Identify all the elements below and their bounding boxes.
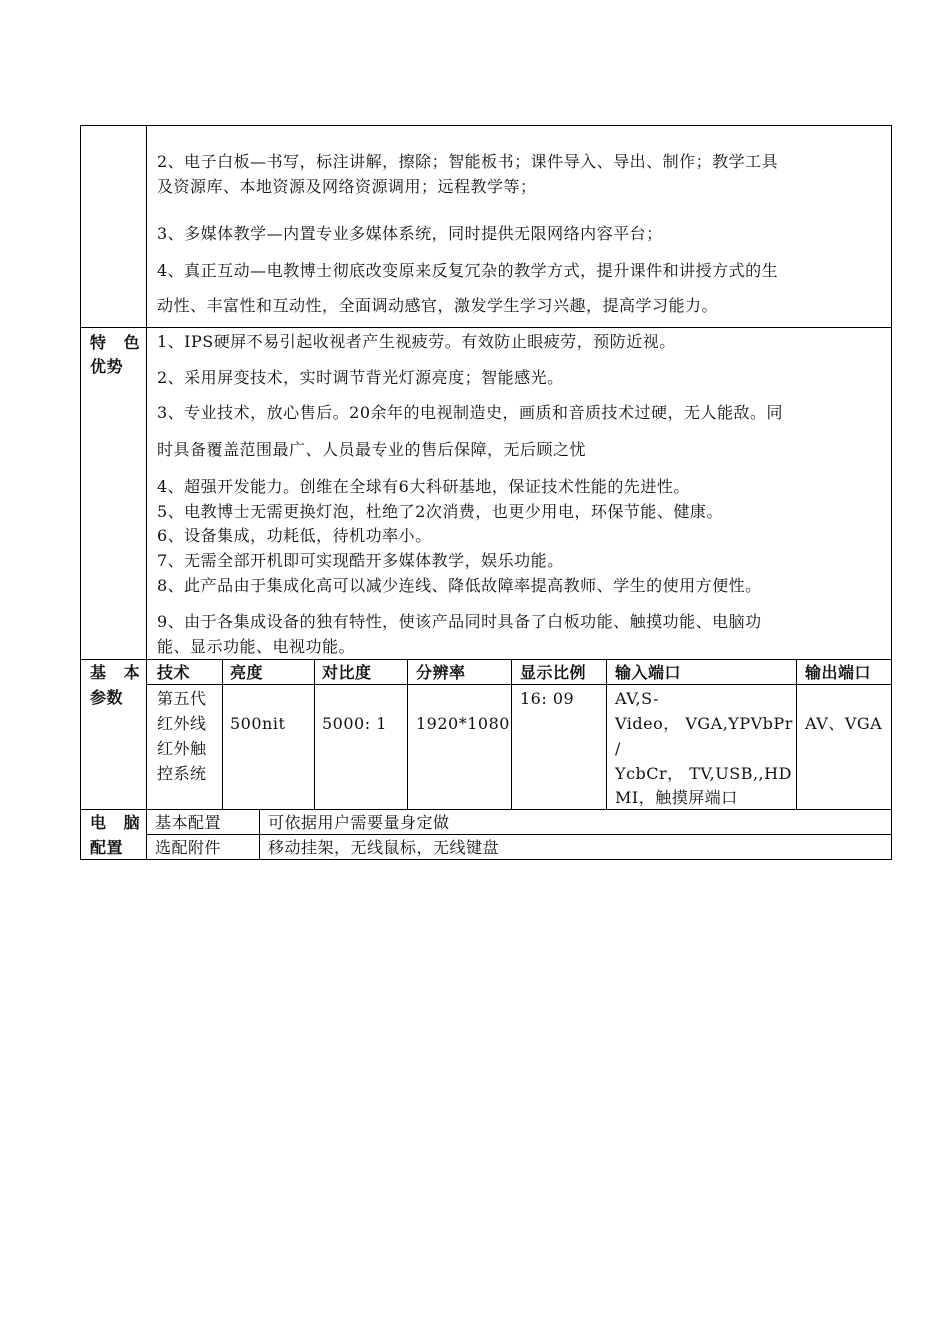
contrast-value: 5000: 1 bbox=[322, 714, 387, 733]
label-column-divider bbox=[146, 125, 147, 860]
params-header: 亮度 bbox=[230, 663, 264, 682]
params-col-divider bbox=[606, 659, 607, 809]
feature-item: 1、IPS硬屏不易引起收视者产生视疲劳。有效防止眼疲劳，预防近视。 bbox=[157, 332, 676, 351]
input-ports-value: MI，触摸屏端口 bbox=[615, 788, 738, 807]
computer-config-key: 选配附件 bbox=[155, 838, 222, 857]
function-item: 动性、丰富性和互动性，全面调动感官，激发学生学习兴趣，提高学习能力。 bbox=[157, 296, 719, 315]
computer-label: 电 脑 bbox=[90, 813, 146, 832]
ratio-value: 16: 09 bbox=[520, 689, 575, 708]
computer-col-divider bbox=[259, 809, 260, 860]
tech-value: 控系统 bbox=[157, 764, 207, 783]
feature-item: 8、此产品由于集成化高可以减少连线、降低故障率提高教师、学生的使用方便性。 bbox=[157, 576, 762, 595]
feature-item: 4、超强开发能力。创维在全球有6大科研基地，保证技术性能的先进性。 bbox=[157, 477, 690, 496]
params-col-divider bbox=[511, 659, 512, 809]
params-header: 输出端口 bbox=[805, 663, 872, 682]
row-divider-features bbox=[80, 327, 892, 328]
computer-config-value: 可依据用户需要量身定做 bbox=[268, 813, 450, 832]
feature-item: 9、由于各集成设备的独有特性，使该产品同时具备了白板功能、触摸功能、电脑功 bbox=[157, 612, 762, 631]
brightness-value: 500nit bbox=[230, 714, 286, 733]
tech-value: 红外线 bbox=[157, 714, 207, 733]
params-col-divider bbox=[222, 659, 223, 809]
feature-item: 能、显示功能、电视功能。 bbox=[157, 637, 356, 656]
params-header: 对比度 bbox=[322, 663, 372, 682]
input-ports-value: / bbox=[615, 739, 621, 758]
feature-item: 5、电教博士无需更换灯泡，杜绝了2次消费，也更少用电，环保节能、健康。 bbox=[157, 502, 723, 521]
params-col-divider bbox=[407, 659, 408, 809]
computer-config-key: 基本配置 bbox=[155, 813, 222, 832]
params-col-divider bbox=[796, 659, 797, 809]
table-border-right bbox=[891, 125, 892, 860]
row-divider-params bbox=[80, 659, 892, 660]
feature-item: 时具备覆盖范围最广、人员最专业的售后保障，无后顾之忧 bbox=[157, 440, 587, 459]
feature-item: 6、设备集成，功耗低，待机功率小。 bbox=[157, 526, 432, 545]
function-item: 3、多媒体教学—内置专业多媒体系统，同时提供无限网络内容平台； bbox=[157, 224, 663, 243]
output-ports-value: AV、VGA bbox=[805, 714, 883, 733]
table-border-bottom bbox=[80, 859, 892, 860]
input-ports-value: AV,S- bbox=[615, 689, 660, 708]
params-header: 输入端口 bbox=[615, 663, 682, 682]
features-label: 优势 bbox=[90, 357, 124, 376]
resolution-value: 1920*1080 bbox=[416, 714, 510, 733]
feature-item: 3、专业技术，放心售后。20余年的电视制造史，画质和音质技术过硬，无人能敌。同 bbox=[157, 403, 784, 422]
tech-value: 红外触 bbox=[157, 739, 207, 758]
params-header: 分辨率 bbox=[416, 663, 466, 682]
feature-item: 7、无需全部开机即可实现酷开多媒体教学，娱乐功能。 bbox=[157, 551, 564, 570]
feature-item: 2、采用屏变技术，实时调节背光灯源亮度；智能感光。 bbox=[157, 368, 564, 387]
tech-value: 第五代 bbox=[157, 689, 207, 708]
table-border-left bbox=[80, 125, 81, 860]
params-col-divider bbox=[314, 659, 315, 809]
input-ports-value: Video， VGA,YPVbPr bbox=[615, 714, 793, 733]
table-border-top bbox=[80, 125, 892, 126]
computer-label: 配置 bbox=[90, 838, 124, 857]
params-header: 技术 bbox=[157, 663, 191, 682]
input-ports-value: YcbCr， TV,USB,,HD bbox=[615, 764, 792, 783]
features-label: 特 色 bbox=[90, 333, 146, 352]
function-item: 4、真正互动—电教博士彻底改变原来反复冗杂的教学方式，提升课件和讲授方式的生 bbox=[157, 261, 779, 280]
function-item: 及资源库、本地资源及网络资源调用；远程教学等； bbox=[157, 177, 537, 196]
params-label: 基 本 bbox=[90, 663, 146, 682]
function-item: 2、电子白板—书写，标注讲解，擦除；智能板书；课件导入、导出、制作；教学工具 bbox=[157, 152, 779, 171]
params-label: 参数 bbox=[90, 688, 124, 707]
computer-row-divider bbox=[146, 834, 892, 835]
computer-config-value: 移动挂架，无线鼠标，无线键盘 bbox=[268, 838, 500, 857]
row-divider-computer bbox=[80, 809, 892, 810]
params-header-divider bbox=[146, 684, 892, 685]
params-header: 显示比例 bbox=[520, 663, 587, 682]
